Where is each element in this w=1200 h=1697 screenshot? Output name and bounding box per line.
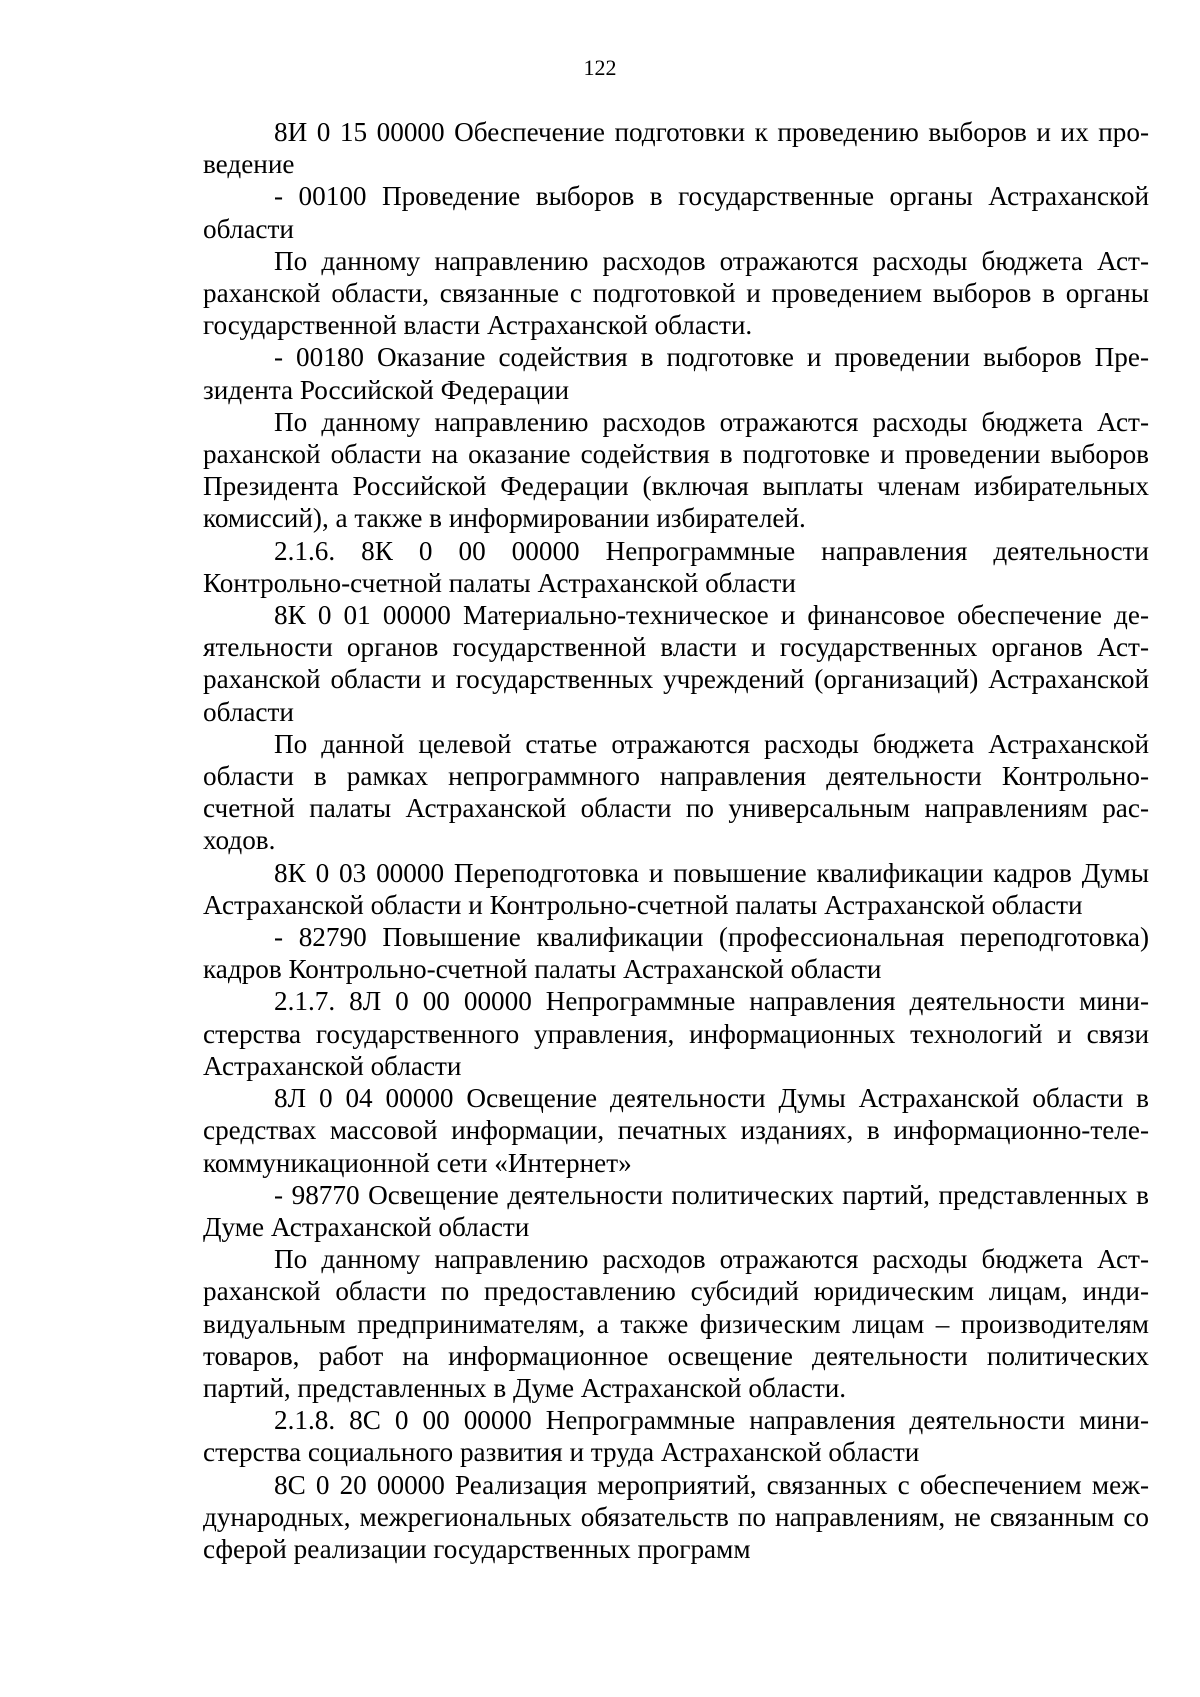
paragraph: По данному направлению расходов отражаются расходы бюджета Астраханской области на оказание содействия в подготовке и проведении выборов Президента Российской Федерации (включая выплаты членам избирательных комиссий), а также в информировании избирателей. (203, 406, 1149, 534)
paragraph: По данной целевой статье отражаются расходы бюджета Астраханской области в рамках непрограммного направления деятельности Контрольно-счетной палаты Астраханской области по универсальным направлениям расходов. (203, 728, 1149, 856)
paragraph: 8К 0 03 00000 Переподготовка и повышение квалификации кадров Думы Астраханской области и Контрольно-счетной палаты Астраханской области (203, 857, 1149, 920)
paragraph: 2.1.6. 8К 0 00 00000 Непрограммные направления деятельности Контрольно-счетной палаты Астраханской области (203, 535, 1149, 598)
paragraph: По данному направлению расходов отражаются расходы бюджета Астраханской области, связанные с подготовкой и проведением выборов в органы государственной власти Астраханской области. (203, 245, 1149, 341)
paragraph: 8Л 0 04 00000 Освещение деятельности Думы Астраханской области в средствах массовой информации, печатных изданиях, в информационно-телекоммуникационной сети «Интернет» (203, 1083, 1149, 1178)
paragraph: - 00180 Оказание содействия в подготовке и проведении выборов Президента Российской Федерации (203, 342, 1149, 405)
paragraph: 2.1.8. 8С 0 00 00000 Непрограммные направления деятельности министерства социального развития и труда Астраханской области (203, 1405, 1149, 1468)
paragraph: 8К 0 01 00000 Материально-техническое и финансовое обеспечение деятельности органов государственной власти и государственных органов Астраханской области и государственных учреждений (организаций) Астраханской области (203, 600, 1149, 727)
paragraph: 8И 0 15 00000 Обеспечение подготовки к проведению выборов и их проведение (203, 117, 1149, 180)
paragraph: - 98770 Освещение деятельности политических партий, представленных в Думе Астраханской области (203, 1179, 1149, 1242)
paragraph: - 00100 Проведение выборов в государственные органы Астраханской области (203, 181, 1149, 244)
paragraph: 2.1.7. 8Л 0 00 00000 Непрограммные направления деятельности министерства государственного управления, информационных технологий и связи Астраханской области (203, 986, 1149, 1081)
paragraph: 8С 0 20 00000 Реализация мероприятий, связанных с обеспечением международных, межрегиональных обязательств по направлениям, не связанным со сферой реализации государственных программ (203, 1469, 1149, 1564)
paragraph: По данному направлению расходов отражаются расходы бюджета Астраханской области по предоставлению субсидий юридическим лицам, индивидуальным предпринимателям, а также физическим лицам – производителям товаров, работ на информационное освещение деятельности политических партий, представленных в Думе Астраханской области. (203, 1244, 1149, 1403)
paragraph: - 82790 Повышение квалификации (профессиональная переподготовка) кадров Контрольно-счетной палаты Астраханской области (203, 922, 1149, 985)
document-body (203, 116, 1149, 1565)
page-number: 122 (583, 55, 617, 80)
